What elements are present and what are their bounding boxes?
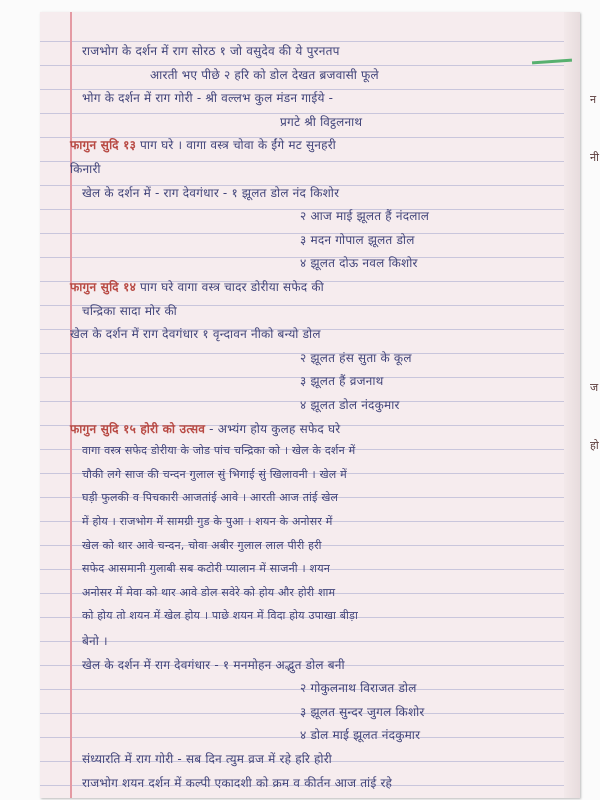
text-line: ४ झूलत दोऊ नवल किशोर [300,256,418,271]
text-line: संध्यारति में राग गोरी - सब दिन त्युम व्रज में रहे हरि होरी [82,752,332,766]
page-edge [564,12,580,798]
text-line: २ आज माई झूलत हैं नंदलाल [300,209,430,224]
text-line: घड़ी फुलकी व पिचकारी आजतांई आवे । आरती आज तांई खेल [82,491,339,505]
text-line: ३ मदन गोपाल झूलत डोल [300,232,415,247]
text-line: राजभोग शयन दर्शन में कल्पी एकादशी को क्रम व कीर्तन आज तांई रहे [82,775,393,790]
section-heading: फागुन सुदि १५ होरी को उत्सव [70,421,206,436]
side-mark: हो [590,439,599,452]
text-line: सफेद आसमानी गुलाबी सब कटोरी प्यालान में साजनी । शयन [82,562,331,576]
text-line: २ झूलत हंस सुता के कूल [300,350,412,365]
text-line: ४ झूलत डोल नंदकुमार [300,398,400,412]
text-line: प्रगटे श्री विट्ठलनाथ [280,114,363,129]
text-line: अनोसर में मेवा को थार आवे डोल सवेरे को होय और होरी शाम [82,585,336,599]
section-heading: फागुन सुदि १३ [70,138,137,153]
text-line: फागुन सुदि १४ पाग घरे वागा वस्त्र चादर डोरीया सफेद की [70,280,324,294]
text-line: ४ डोल माई झूलत नंदकुमार [300,728,421,743]
text-line: आरती भए पीछे २ हरि को डोल देखत ब्रजवासी फूले [150,67,379,82]
text-line: फागुन सुदि १३ पाग घरे । वागा वस्त्र चोवा के ईंगे मट सुनहरी [70,138,336,153]
text-line: राजभोग के दर्शन में राग सोरठ १ जो वसुदेव की ये पुरनतप [82,44,340,58]
side-mark: न [590,93,597,106]
text-line: को होय तो शयन में खेल होय । पाछे शयन में विदा होय उपाखा बीड़ा [82,609,358,623]
text-line: खेल के दर्शन में राग देवगंधार - १ मनमोहन अद्भुत डोल बनी [82,657,345,672]
text-line: खेल के दर्शन में - राग देवगंधार - १ झूलत डोल नंद किशोर [82,185,340,200]
side-mark: ज [590,381,599,394]
side-mark: नी [590,151,599,164]
margin-line [70,12,72,798]
text-line: चन्द्रिका सादा मोर की [82,303,177,318]
text-line: वागा वस्त्र सफेद डोरीया के जोड पांच चन्द्रिका को । खेल के दर्शन में [82,444,356,458]
text-line: भोग के दर्शन में राग गोरी - श्री वल्लभ कुल मंडन गाईये - [82,91,334,106]
text-line: बेनो । [82,634,108,648]
text-line: २ गोकुलनाथ विराजत डोल [300,681,417,696]
text-line: किनारी [70,162,101,176]
text-line: ३ झूलत सुन्दर जुगल किशोर [300,704,425,719]
text-line: ३ झूलत हैं व्रजनाथ [300,374,384,389]
text-line: चौकी लगे साज की चन्दन गुलाल सुं भिगाई सुं खिलावनी । खेल में [82,467,347,481]
section-heading: फागुन सुदि १४ [70,280,137,294]
text-line: खेल को थार आवे चन्दन, चोवा अबीर गुलाल लाल पीरी हरी [82,538,322,552]
text-line: खेल के दर्शन में राग देवगंधार १ वृन्दावन नीको बन्यो डोल [70,327,321,342]
text-line: में होय । राजभोग में सामग्री गुड के पुआ । शयन के अनोसर में [82,515,333,528]
text-line: फागुन सुदि १५ होरी को उत्सव - अभ्यंग होय कुलह सफेद घरे [70,421,341,436]
notebook-page [40,12,580,798]
